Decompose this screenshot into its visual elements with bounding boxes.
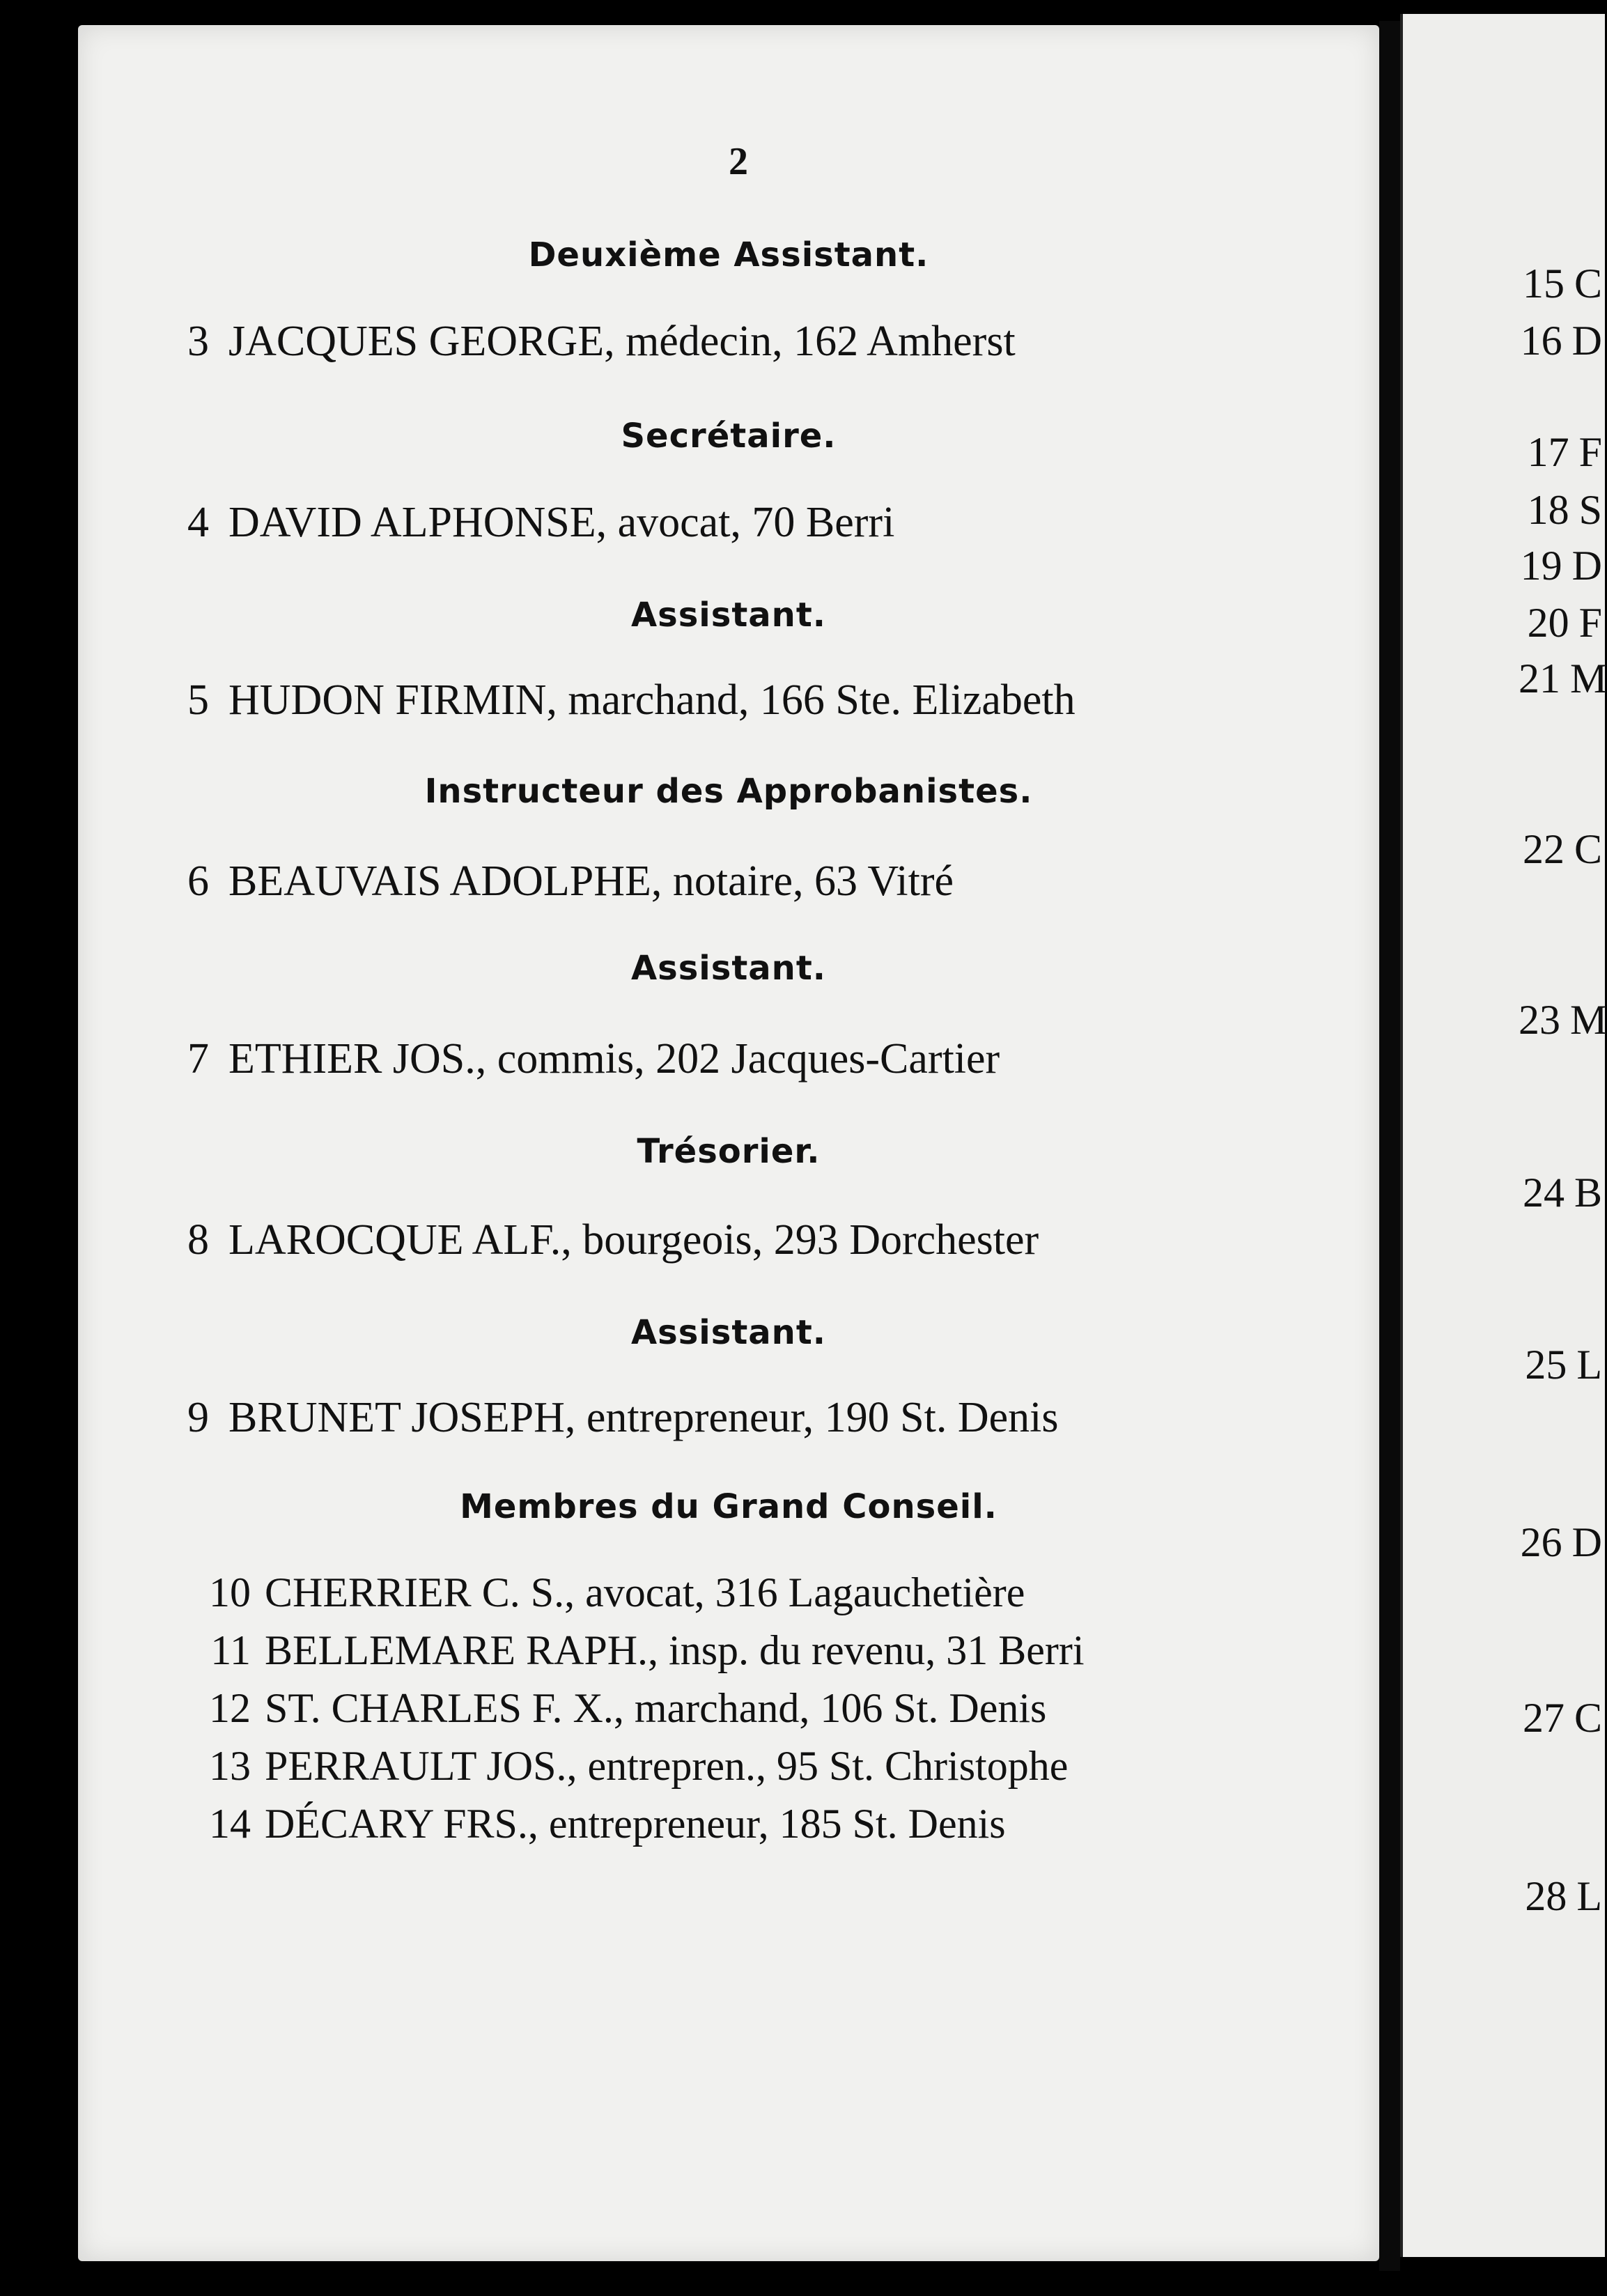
entry-text: M [1570,997,1607,1043]
entry-number: 8 [187,1216,209,1264]
entry-text: B [1574,1170,1602,1216]
entry-number: 10 [209,1569,251,1615]
entry-text: ETHIER JOS., commis, 202 Jacques-Cartier [228,1035,1000,1083]
list-item [188,1569,1372,1617]
entry-number: 20 [1527,600,1569,646]
entry-text: F [1578,429,1602,475]
section-heading: Assistant. [631,596,826,635]
right-list-item [1505,428,1602,476]
entry-number: 4 [187,499,209,546]
entry-text: JACQUES GEORGE, médecin, 162 Amherst [228,318,1016,365]
entry-text: M [1570,656,1607,701]
entry-text: DAVID ALPHONSE, avocat, 70 Berri [228,499,895,546]
right-list-item [1505,542,1602,590]
page-number: 2 [729,140,748,183]
entry-text: S [1578,487,1602,533]
entry-number: 27 [1522,1695,1565,1741]
entry-text: F [1578,600,1602,646]
list-item [167,317,1351,366]
section-heading: Assistant. [631,1313,826,1352]
entry-text: DÉCARY FRS., entrepreneur, 185 St. Denis [265,1801,1006,1847]
right-list-item [1505,1694,1602,1742]
entry-text: D [1571,1519,1602,1565]
section-heading: Instructeur des Approbanistes. [424,772,1033,811]
entry-text: C [1574,1695,1602,1741]
list-item [167,1393,1351,1443]
list-item [188,1742,1372,1790]
entry-number: 17 [1527,429,1569,475]
entry-number: 14 [209,1801,251,1847]
book-gutter [1379,21,1400,2271]
entry-text: HUDON FIRMIN, marchand, 166 Ste. Elizabeth [228,676,1076,724]
entry-number: 9 [187,1394,209,1441]
right-list-item [1505,486,1602,534]
list-item [188,1627,1372,1675]
right-list-item [1505,655,1607,703]
entry-number: 16 [1520,318,1562,364]
section-heading: Membres du Grand Conseil. [460,1487,997,1526]
right-list-item [1505,317,1602,365]
entry-number: 23 [1519,997,1560,1043]
entry-text: PERRAULT JOS., entrepren., 95 St. Christophe [265,1743,1069,1789]
entry-number: 5 [187,676,209,724]
right-list-item [1505,996,1607,1044]
right-list-item [1505,825,1602,874]
section-heading: Secrétaire. [621,417,837,456]
right-list-item [1505,599,1602,647]
entry-number: 12 [209,1685,251,1731]
section-heading: Trésorier. [637,1132,821,1171]
list-item [188,1800,1372,1848]
right-list-item [1505,260,1602,308]
entry-text: LAROCQUE ALF., bourgeois, 293 Dorchester [228,1216,1039,1264]
entry-number: 6 [187,858,209,905]
entry-number: 18 [1527,487,1569,533]
entry-text: D [1571,543,1602,589]
list-item [188,1684,1372,1732]
entry-text: BRUNET JOSEPH, entrepreneur, 190 St. Denis [228,1394,1059,1441]
entry-number: 25 [1525,1342,1567,1388]
entry-number: 19 [1520,543,1562,589]
right-list-item [1505,1169,1602,1217]
entry-number: 13 [209,1743,251,1789]
list-item [167,1034,1351,1084]
entry-number: 22 [1522,826,1565,872]
entry-text: BEAUVAIS ADOLPHE, notaire, 63 Vitré [228,858,954,905]
entry-text: CHERRIER C. S., avocat, 316 Lagauchetière [265,1569,1025,1615]
entry-text: C [1574,261,1602,307]
entry-number: 7 [187,1035,209,1083]
entry-number: 26 [1520,1519,1562,1565]
section-heading: Deuxième Assistant. [528,235,929,274]
entry-number: 24 [1522,1170,1565,1216]
entry-text: L [1576,1342,1602,1388]
entry-text: D [1571,318,1602,364]
entry-text: C [1574,826,1602,872]
right-list-item [1505,1341,1602,1389]
entry-text: BELLEMARE RAPH., insp. du revenu, 31 Berri [265,1627,1085,1673]
list-item [167,857,1351,906]
entry-text: ST. CHARLES F. X., marchand, 106 St. Denis [265,1685,1047,1731]
entry-number: 15 [1522,261,1565,307]
right-list-item [1505,1872,1602,1921]
entry-number: 28 [1525,1873,1567,1919]
list-item [167,498,1351,548]
entry-number: 21 [1519,656,1560,701]
list-item [167,1216,1351,1265]
entry-number: 11 [210,1627,251,1673]
right-list-item [1505,1519,1602,1567]
entry-number: 3 [187,318,209,365]
entry-text: L [1576,1873,1602,1919]
list-item [167,676,1351,725]
section-heading: Assistant. [631,949,826,988]
